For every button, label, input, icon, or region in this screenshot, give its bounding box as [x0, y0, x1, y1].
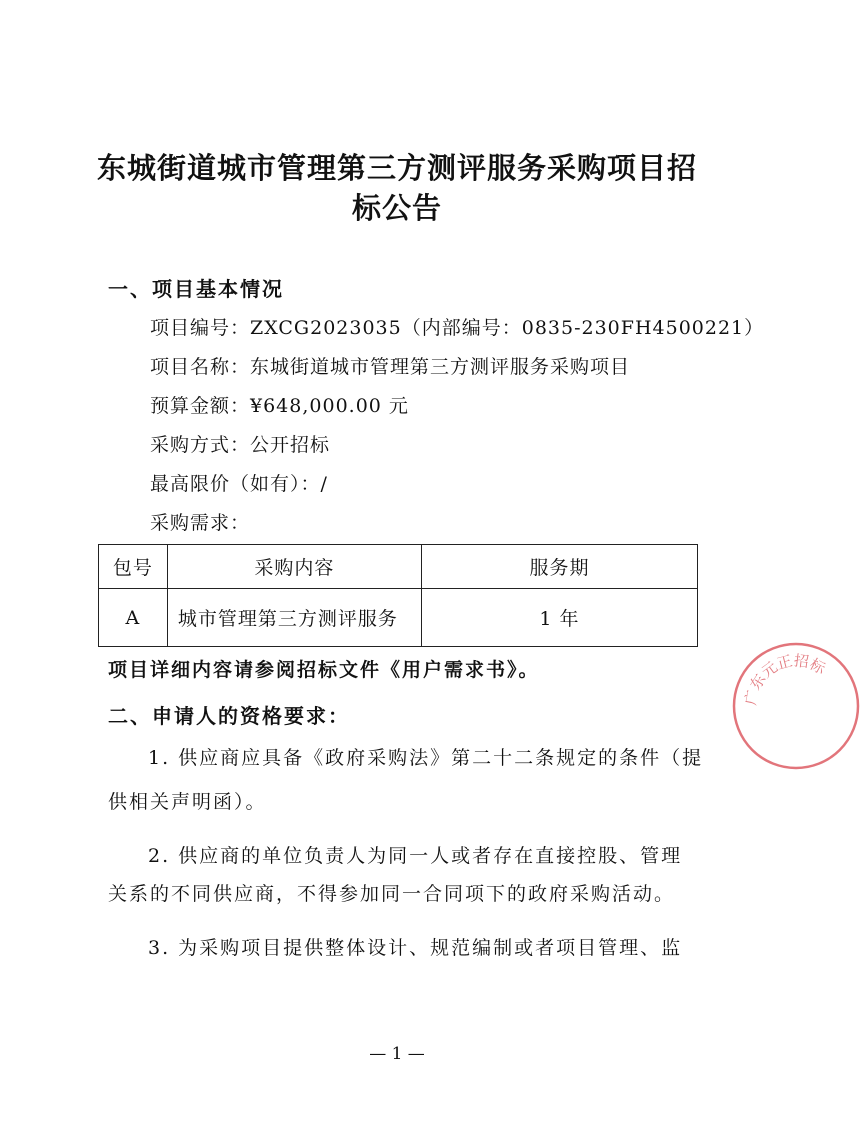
requirement-2-line-2: 关系的不同供应商，不得参加同一合同项下的政府采购活动。	[108, 883, 676, 905]
budget-amount: 预算金额：¥648,000.00 元	[150, 395, 409, 417]
seal-text: 广东元正招标	[741, 651, 829, 707]
max-price: 最高限价（如有）：/	[150, 473, 328, 495]
table-header-row	[99, 545, 698, 589]
procurement-requirement-label: 采购需求：	[150, 512, 251, 534]
table-header-service-period: 服务期	[421, 545, 697, 589]
document-title-line-1: 东城街道城市管理第三方测评服务采购项目招	[96, 151, 697, 185]
requirement-3-line-1: 3. 为采购项目提供整体设计、规范编制或者项目管理、监	[148, 937, 683, 959]
requirement-2-line-1: 2. 供应商的单位负责人为同一人或者存在直接控股、管理	[148, 845, 683, 867]
requirement-1-line-1: 1. 供应商应具备《政府采购法》第二十二条规定的条件（提	[148, 747, 704, 769]
document-title-line-2: 标公告	[351, 191, 442, 225]
table-row	[99, 589, 698, 647]
table-header-content: 采购内容	[167, 545, 421, 589]
section-2-heading: 二、申请人的资格要求：	[108, 704, 350, 728]
section-1-heading: 一、项目基本情况	[108, 277, 284, 301]
table-cell-service-period: 1 年	[421, 589, 697, 647]
detail-note: 项目详细内容请参阅招标文件《用户需求书》。	[108, 659, 540, 681]
table-cell-package: A	[99, 589, 168, 647]
requirement-table	[98, 544, 698, 647]
page-number: — 1 —	[369, 1044, 425, 1064]
project-number: 项目编号：ZXCG2023035（内部编号：0835-230FH4500221）	[150, 317, 765, 339]
table-cell-content: 城市管理第三方测评服务	[167, 589, 421, 647]
seal-stamp	[726, 636, 866, 776]
table-header-package: 包号	[99, 545, 168, 589]
procurement-method: 采购方式：公开招标	[150, 434, 331, 456]
requirement-1-line-2: 供相关声明函）。	[108, 791, 267, 813]
project-name: 项目名称：东城街道城市管理第三方测评服务采购项目	[150, 356, 631, 378]
